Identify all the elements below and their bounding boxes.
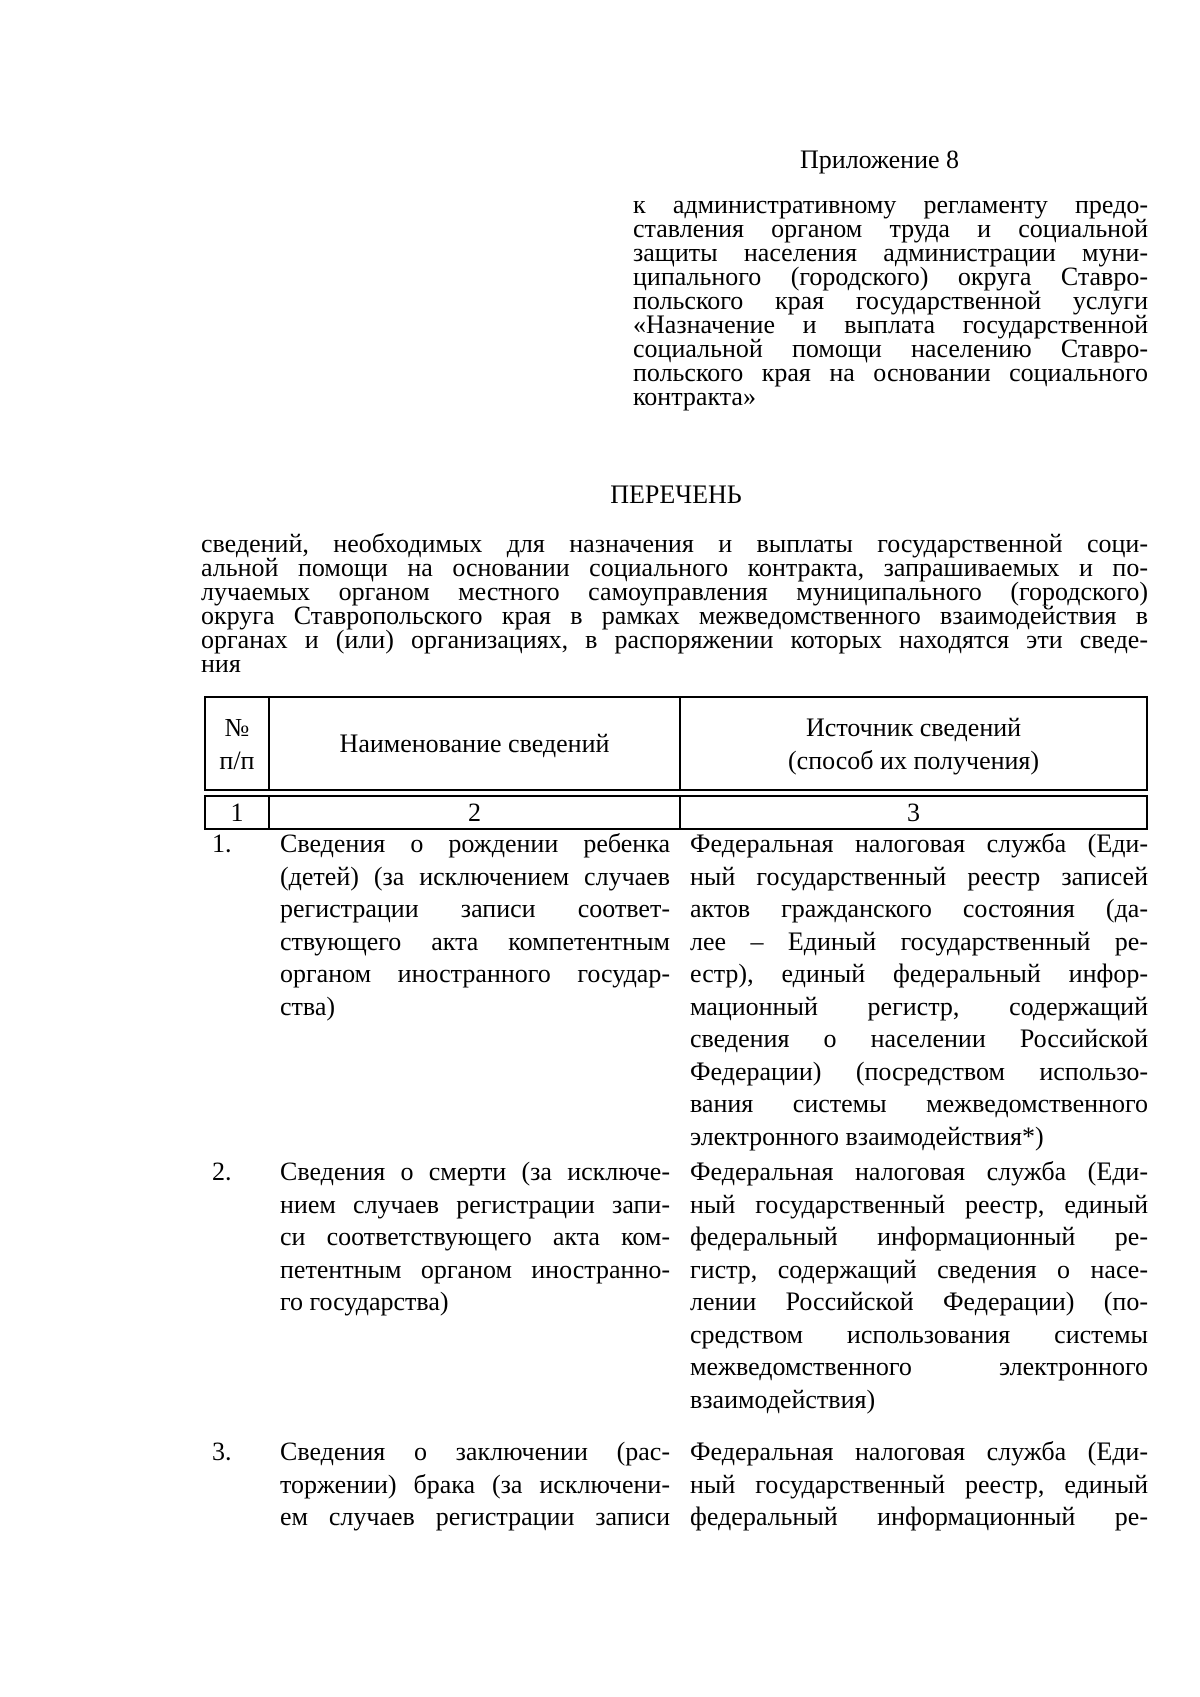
row-source-line: электронного взаимодействия*) (690, 1121, 1044, 1151)
row-source-line: средством использования системы (690, 1319, 1148, 1349)
row-source-line: ный государственный реестр, единый (690, 1189, 1148, 1219)
row-source-line: ный государственный реестр записей (690, 861, 1148, 891)
row-name-line: Сведения о рождении ребенка (280, 829, 670, 858)
column-number: 3 (680, 796, 1147, 829)
row-source-line: федеральный информационный ре- (690, 1502, 1148, 1531)
row-source-line: Федеральная налоговая служба (Еди- (690, 1437, 1148, 1466)
row-source-line: Федеральная налоговая служба (Еди- (690, 1157, 1148, 1186)
row-name (268, 828, 680, 1156)
row-source-line: ный государственный реестр, единый (690, 1469, 1148, 1499)
row-number: 2. (212, 1157, 232, 1186)
list-desc-line: лучаемых органом местного самоуправления муниципального (городского) (201, 577, 1148, 606)
list-description (201, 529, 1148, 678)
appendix-ref-line: защиты населения администрации муни- (633, 238, 1148, 267)
row-number: 1. (212, 829, 232, 858)
row-number: 3. (212, 1437, 232, 1466)
list-heading: ПЕРЕЧЕНЬ (610, 480, 742, 509)
table-header (204, 696, 1148, 830)
list-desc-line: органах и (или) организациях, в распоряжении которых находятся эти сведе- (201, 625, 1148, 654)
row-source-line: взаимодействия) (690, 1384, 876, 1414)
appendix-reference (633, 190, 1148, 411)
row-source-line: мационный регистр, содержащий (690, 991, 1148, 1021)
row-name-line: ем случаев регистрации записи (280, 1502, 670, 1531)
table-row (204, 1156, 1148, 1436)
table-header-row (205, 697, 1147, 790)
appendix-ref-line: польского края государственной услуги (633, 286, 1148, 315)
list-desc-line: округа Ставропольского края в рамках межведомственного взаимодействия в (201, 601, 1148, 630)
row-source (680, 1436, 1148, 1546)
row-source-line: сведения о населении Российской (690, 1024, 1148, 1053)
row-source-line: гистр, содержащий сведения о насе- (690, 1254, 1148, 1284)
row-name-line: регистрации записи соответ- (280, 894, 670, 923)
row-name-line: Сведения о смерти (за исключе- (280, 1157, 670, 1186)
column-number: 2 (269, 796, 680, 829)
row-name-line: (детей) (за исключением случаев (280, 861, 670, 891)
row-source-line: актов гражданского состояния (да- (690, 894, 1148, 923)
header-cell-source (680, 697, 1147, 790)
table-body (204, 828, 1148, 1546)
header-source-subtitle: (способ их получения) (788, 745, 1040, 775)
appendix-ref-line: к административному регламенту предо- (633, 190, 1148, 219)
row-source-line: лее – Единый государственный ре- (690, 926, 1148, 956)
header-cell-name: Наименование сведений (269, 697, 680, 790)
column-number: 1 (205, 796, 269, 829)
row-name-line: органом иностранного государ- (280, 959, 670, 988)
row-source-line: межведомственного электронного (690, 1352, 1148, 1381)
table-row (204, 1436, 1148, 1546)
row-name-line: го государства) (280, 1287, 449, 1316)
row-source-line: естр), единый федеральный инфор- (690, 959, 1148, 988)
appendix-ref-line: социальной помощи населению Ставро- (633, 334, 1148, 363)
appendix-ref-line: «Назначение и выплата государственной (633, 310, 1148, 339)
appendix-ref-line: ставления органом труда и социальной (633, 214, 1148, 243)
row-name-line: торжении) брака (за исключени- (280, 1469, 670, 1499)
row-source-line: федеральный информационный ре- (690, 1222, 1148, 1251)
appendix-title: Приложение 8 (800, 145, 960, 174)
row-source-line: Федерации) (посредством использо- (690, 1056, 1148, 1086)
list-desc-line: сведений, необходимых для назначения и выплаты государственной соци- (201, 529, 1148, 558)
appendix-ref-line: польского края на основании социального (633, 358, 1148, 387)
row-name (268, 1436, 680, 1546)
column-number-row (205, 796, 1147, 829)
row-name (268, 1156, 680, 1436)
row-name-line: ствующего акта компетентным (280, 926, 670, 956)
row-source-line: вания системы межведомственного (690, 1089, 1148, 1118)
header-source-title: Источник сведений (806, 712, 1022, 742)
row-name-line: нием случаев регистрации запи- (280, 1189, 670, 1219)
appendix-ref-line: контракта» (633, 382, 756, 411)
row-source (680, 1156, 1148, 1436)
row-name-line: ства) (280, 991, 336, 1021)
row-source-line: лении Российской Федерации) (по- (690, 1287, 1148, 1316)
list-desc-line: ния (201, 649, 241, 678)
row-source (680, 828, 1148, 1156)
header-cell-number (205, 697, 269, 790)
row-name-line: Сведения о заключении (рас- (280, 1437, 670, 1466)
header-number-abbr: п/п (219, 745, 255, 775)
list-desc-line: альной помощи на основании социального контракта, запрашиваемых и по- (201, 553, 1148, 582)
row-name-line: си соответствующего акта ком- (280, 1222, 670, 1251)
header-number-sign: № (224, 712, 250, 742)
row-source-line: Федеральная налоговая служба (Еди- (690, 829, 1148, 858)
row-name-line: петентным органом иностранно- (280, 1254, 670, 1284)
appendix-ref-line: ципального (городского) округа Ставро- (633, 262, 1148, 291)
table-row (204, 828, 1148, 1156)
